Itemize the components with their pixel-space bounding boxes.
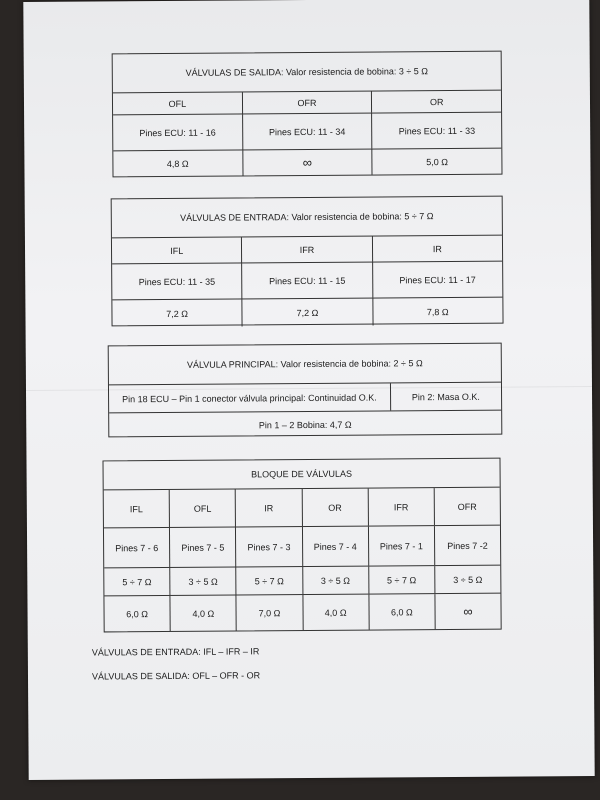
table-title: BLOQUE DE VÁLVULAS [251, 468, 353, 480]
pins-cell: Pines ECU: 11 - 15 [241, 263, 372, 299]
pins-cell: Pines ECU: 11 - 17 [372, 262, 503, 298]
coil-cell: Pin 1 – 2 Bobina: 4,7 Ω [258, 419, 352, 430]
footer-entrada: VÁLVULAS DE ENTRADA: IFL – IFR – IR [91, 646, 260, 658]
footer-salida: VÁLVULAS DE SALIDA: OFL – OFR - OR [91, 670, 261, 682]
header-or: OR [371, 91, 501, 113]
value-cell: 4,8 Ω [166, 158, 189, 169]
range-cell: 5 ÷ 7 Ω [236, 567, 302, 594]
range-cell: 3 ÷ 5 Ω [169, 568, 235, 595]
header-ifl: IFL [170, 245, 184, 256]
pins-cell: Pines ECU: 11 - 35 [138, 276, 216, 287]
table-bloque-valvulas [102, 458, 501, 633]
range-cell: 5 ÷ 7 Ω [122, 576, 152, 587]
table-title: VÁLVULAS DE SALIDA: Valor resistencia de bobina: 3 ÷ 5 Ω [185, 66, 429, 78]
pins-cell: Pines ECU: 11 - 34 [242, 114, 372, 150]
value-cell: 7,2 Ω [242, 299, 373, 327]
value-cell: 4,0 Ω [302, 595, 368, 630]
pins-cell: Pines 7 - 6 [115, 542, 159, 553]
header-cell: OFR [434, 488, 500, 525]
value-cell: 7,8 Ω [372, 298, 503, 326]
table-valvula-principal [108, 343, 503, 438]
pins-cell: Pines 7 - 3 [235, 527, 301, 566]
header-ofr: OFR [242, 92, 372, 114]
range-cell: 3 ÷ 5 Ω [302, 567, 368, 594]
value-cell: 6,0 Ω [368, 594, 434, 629]
pins-cell: Pines 7 - 5 [169, 528, 235, 567]
continuity-cell: Pin 18 ECU – Pin 1 conector válvula principal: Continuidad O.K. [122, 392, 377, 404]
paper-sheet [23, 0, 594, 780]
header-cell: OFL [169, 490, 235, 527]
value-cell: ∞ [242, 150, 372, 176]
value-cell: 5,0 Ω [372, 149, 502, 175]
table-valvulas-entrada [111, 196, 504, 327]
pins-cell: Pines 7 - 1 [368, 526, 434, 565]
value-cell: ∞ [434, 594, 500, 629]
header-cell: OR [301, 489, 367, 526]
table-valvulas-salida [112, 51, 503, 178]
header-ofl: OFL [168, 98, 187, 109]
range-cell: 5 ÷ 7 Ω [368, 566, 434, 593]
value-cell: 7,2 Ω [166, 308, 189, 319]
header-ir: IR [372, 236, 502, 262]
value-cell: 7,0 Ω [236, 595, 302, 630]
ground-cell: Pin 2: Masa O.K. [390, 383, 502, 411]
pins-cell: Pines ECU: 11 - 16 [139, 127, 216, 138]
header-cell: IFL [129, 503, 143, 514]
pins-cell: Pines 7 - 4 [301, 527, 367, 566]
value-cell: 6,0 Ω [126, 608, 149, 619]
table-title: VÁLVULAS DE ENTRADA: Valor resistencia de bobina: 5 ÷ 7 Ω [180, 211, 434, 223]
value-cell: 4,0 Ω [170, 596, 236, 631]
pins-cell: Pines 7 -2 [434, 526, 500, 565]
range-cell: 3 ÷ 5 Ω [434, 566, 500, 593]
header-cell: IR [235, 489, 301, 526]
header-ifr: IFR [241, 237, 371, 263]
header-cell: IFR [367, 488, 433, 525]
table-title: VÁLVULA PRINCIPAL: Valor resistencia de bobina: 2 ÷ 5 Ω [186, 358, 423, 370]
pins-cell: Pines ECU: 11 - 33 [371, 113, 501, 149]
